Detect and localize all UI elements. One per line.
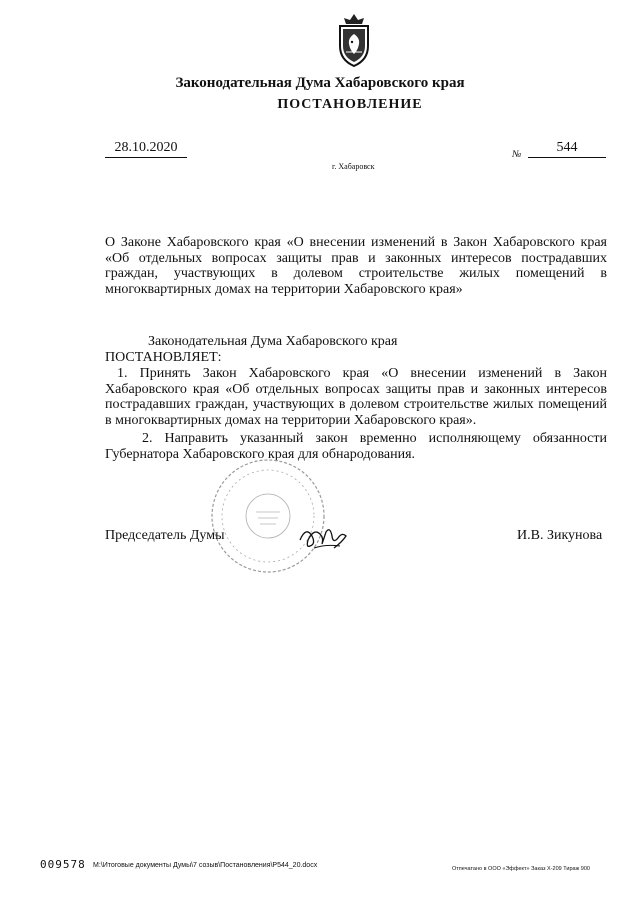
signatory-name: И.В. Зикунова xyxy=(517,528,603,543)
preamble-resolves: ПОСТАНОВЛЯЕТ: xyxy=(105,350,222,365)
document-date: 28.10.2020 xyxy=(105,140,187,158)
document-type: ПОСТАНОВЛЕНИЕ xyxy=(277,97,423,112)
preamble-organization: Законодательная Дума Хабаровского края xyxy=(148,334,398,349)
file-path: M:\Итоговые документы Думы\7 созыв\Постановления\P544_20.docx xyxy=(93,862,318,869)
document-number: 544 xyxy=(528,140,606,158)
city-label: г. Хабаровск xyxy=(332,162,375,171)
handwritten-signature xyxy=(296,518,352,554)
registration-number: 009578 xyxy=(40,858,86,871)
coat-of-arms-icon xyxy=(332,12,376,68)
signatory-position: Председатель Думы xyxy=(105,528,225,543)
clause-2: 2. Направить указанный закон временно исполняющему обязанности Губернатора Хабаровского края для обнародования. xyxy=(105,431,607,462)
organization-title: Законодательная Дума Хабаровского края xyxy=(175,75,465,91)
clause-1: 1. Принять Закон Хабаровского края «О внесении изменений в Закон Хабаровского края «Об отдельных вопросах защиты прав и законных интересов пострадавших граждан, участвующих в долевом строительстве жилых помещений в многоквартирных домах на территории Хабаровского края». xyxy=(105,366,607,428)
number-sign: № xyxy=(512,149,522,160)
resolution-subject: О Законе Хабаровского края «О внесении изменений в Закон Хабаровского края «Об отдельных вопросах защиты прав и законных интересов пострадавших граждан, участвующих в долевом строительстве жилых помещений в многоквартирных домах на территории Хабаровского края» xyxy=(105,235,607,297)
official-stamp xyxy=(208,456,328,576)
printer-note: Отпечатано в ООО «Эффект» Заказ Х-209 Тираж 900 xyxy=(452,866,590,872)
